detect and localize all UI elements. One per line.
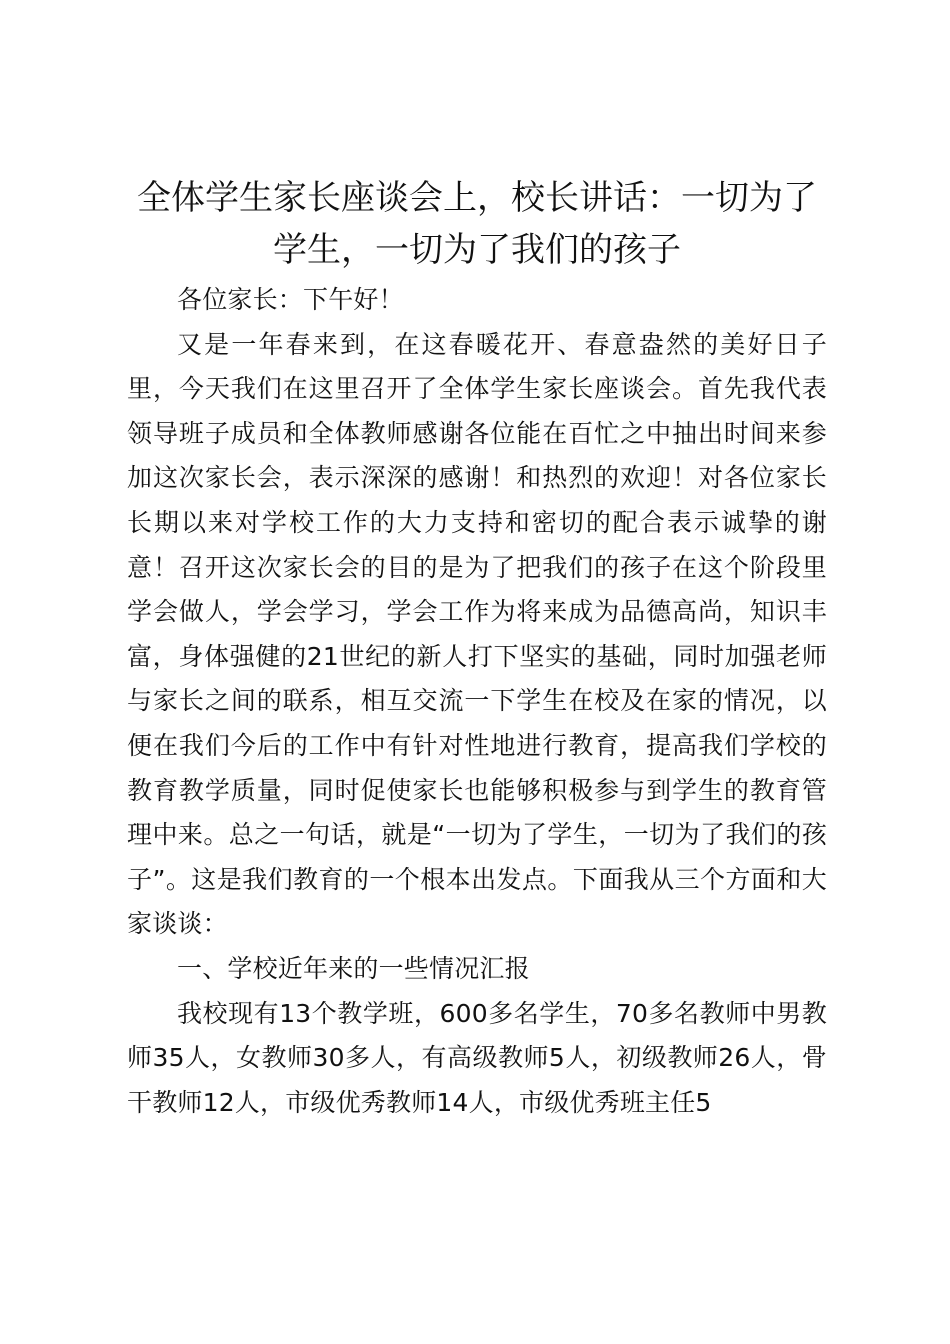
- opening-paragraph: 又是一年春来到，在这春暖花开、春意盎然的美好日子里，今天我们在这里召开了全体学生家长座谈会。首先我代表领导班子成员和全体教师感谢各位能在百忙之中抽出时间来参加这次家长会，表示深深的感谢！和热烈的欢迎！对各位家长长期以来对学校工作的大力支持和密切的配合表示诚挚的谢意！召开这次家长会的目的是为了把我们的孩子在这个阶段里学会做人，学会学习，学会工作为将来成为品德高尚，知识丰富，身体强健的21世纪的新人打下坚实的基础，同时加强老师与家长之间的联系，相互交流一下学生在校及在家的情况，以便在我们今后的工作中有针对性地进行教育，提高我们学校的教育教学质量，同时促使家长也能够积极参与到学生的教育管理中来。总之一句话，就是“一切为了学生，一切为了我们的孩子”。这是我们教育的一个根本出发点。下面我从三个方面和大家谈谈：: [127, 329, 827, 939]
- greeting-paragraph: 各位家长：下午好！: [177, 285, 404, 314]
- document-body: [127, 172, 827, 1125]
- school-stats-paragraph: 我校现有13个教学班，600多名学生，70多名教师中男教师35人，女教师30多人，有高级教师5人，初级教师26人，骨干教师12人，市级优秀教师14人，市级优秀班主任5: [127, 998, 827, 1117]
- section-heading-1: 一、学校近年来的一些情况汇报: [177, 953, 530, 983]
- document-title: 全体学生家长座谈会上，校长讲话：一切为了学生，一切为了我们的孩子: [137, 178, 817, 270]
